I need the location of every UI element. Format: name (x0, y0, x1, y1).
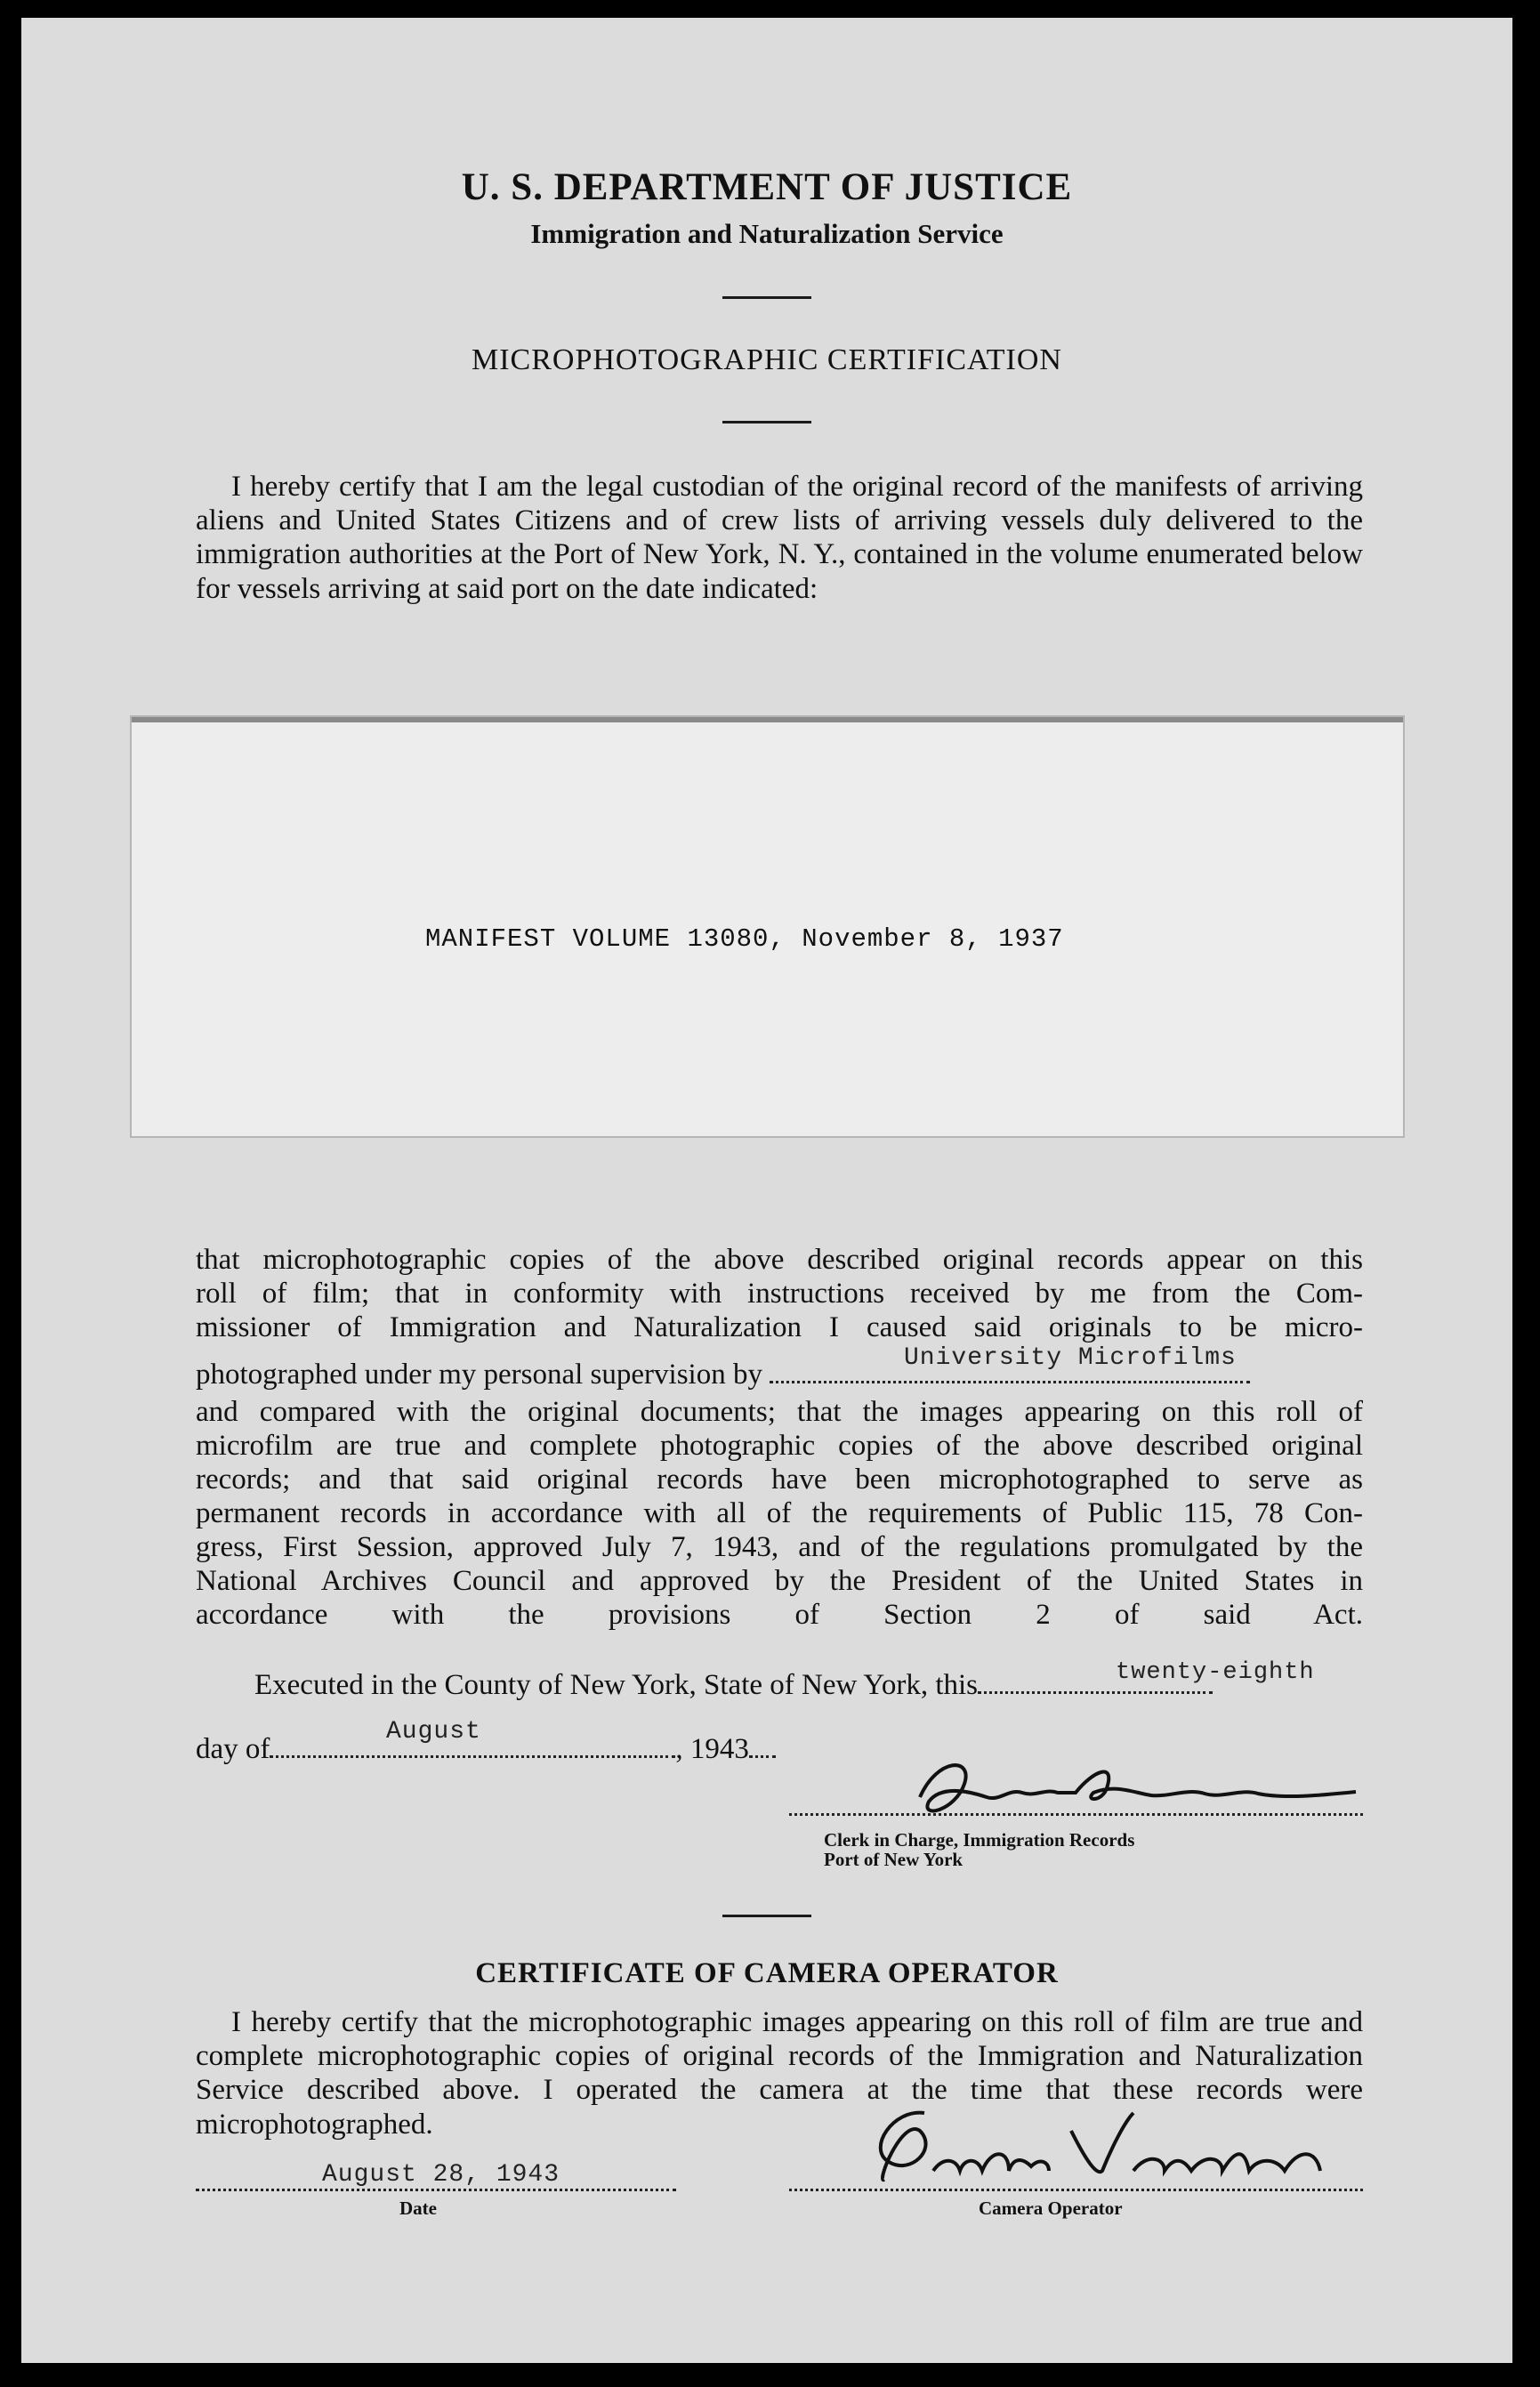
date-label: Date (399, 2197, 437, 2219)
date-field (196, 2189, 676, 2191)
clerk-signature (902, 1753, 1365, 1824)
body-line: National Archives Council and approved by the President of the United States in (196, 1565, 1363, 1597)
certificate-page (21, 18, 1512, 2363)
camera-operator-heading: CERTIFICATE OF CAMERA OPERATOR (475, 1957, 1059, 1989)
supervision-value: University Microfilms (904, 1344, 1237, 1372)
date-value: August 28, 1943 (322, 2161, 560, 2189)
body-line: microfilm are true and complete photographic copies of the above described original (196, 1430, 1363, 1462)
body-line: roll of film; that in conformity with instructions received by me from the Com- (196, 1278, 1363, 1310)
manifest-slip (132, 717, 1403, 1136)
agency-subtitle: Immigration and Naturalization Service (530, 218, 1004, 249)
clerk-port: Port of New York (824, 1849, 964, 1870)
agency-title: U. S. DEPARTMENT OF JUSTICE (461, 166, 1073, 208)
day-of-label: day of (196, 1733, 270, 1765)
divider (722, 296, 811, 299)
clerk-title: Clerk in Charge, Immigration Records (824, 1829, 1135, 1851)
manifest-volume-text: MANIFEST VOLUME 13080, November 8, 1937 (425, 924, 1064, 954)
executed-label: Executed in the County of New York, State of New York, this (254, 1669, 979, 1701)
intro-paragraph: I hereby certify that I am the legal custodian of the original record of the manifests of arriving aliens and United States Citizens and of crew lists of arriving vessels duly delivered to the immigration authorities at the Port of New York, N. Y., contained in the volume enumerated below for vessels arriving at said port on the date indicated: (196, 471, 1363, 605)
operator-label: Camera Operator (979, 2197, 1123, 2219)
certification-heading: MICROPHOTOGRAPHIC CERTIFICATION (471, 343, 1062, 376)
day-ordinal-value: twenty-eighth (1116, 1659, 1315, 1686)
body-line: permanent records in accordance with all of the requirements of Public 115, 78 Con- (196, 1497, 1363, 1529)
divider (722, 421, 811, 423)
divider (722, 1915, 811, 1917)
body-line: records; and that said original records have been microphotographed to serve as (196, 1464, 1363, 1496)
operator-signature (858, 2095, 1338, 2193)
body-line: accordance with the provisions of Section 2 of said Act. (196, 1599, 1363, 1631)
body-line: missioner of Immigration and Naturalization I caused said originals to be micro- (196, 1311, 1363, 1343)
supervision-label: photographed under my personal supervision by (196, 1359, 762, 1391)
year-trailing-dots (749, 1738, 776, 1758)
body-line: that microphotographic copies of the above described original records appear on this (196, 1244, 1363, 1276)
month-value: August (386, 1718, 481, 1746)
body-line: and compared with the original documents; that the images appearing on this roll of (196, 1396, 1363, 1428)
camera-operator-paragraph: I hereby certify that the microphotographic images appearing on this roll of film are true and complete microphotographic copies of original records of the Immigration and Naturalization Service described above. I operated the camera at the time that these records were microphotographed. (196, 2006, 1363, 2141)
year-text: , 1943 (675, 1733, 749, 1765)
body-line: gress, First Session, approved July 7, 1943, and of the regulations promulgated by the (196, 1531, 1363, 1563)
